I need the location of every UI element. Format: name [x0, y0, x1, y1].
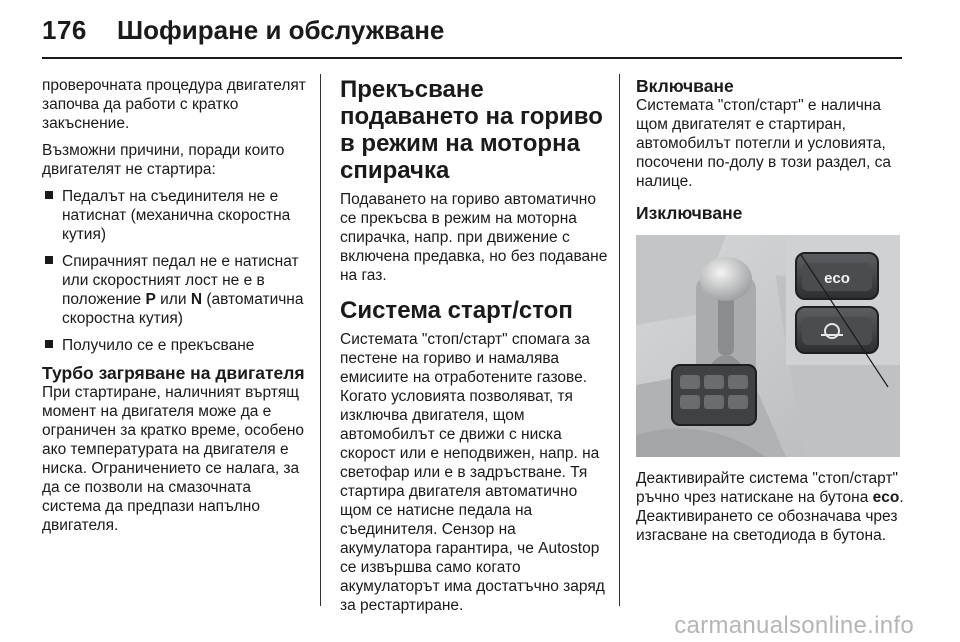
disable-paragraph	[636, 469, 906, 545]
eco-button-illustration	[636, 235, 900, 457]
disable-heading: Изключване	[636, 203, 743, 223]
list-item-text: Получило се е прекъсване	[62, 337, 255, 354]
gear-p-label: P	[145, 291, 156, 308]
column-left	[42, 76, 314, 543]
column-right	[636, 76, 906, 553]
reasons-list	[42, 187, 314, 355]
center-console-illustration	[636, 235, 900, 457]
bullet-square-icon	[45, 191, 53, 199]
column-middle	[340, 76, 608, 623]
bullet-square-icon	[45, 340, 53, 348]
stop-start-heading: Система старт/стоп	[340, 297, 573, 324]
stop-start-paragraph: Системата "стоп/старт" спомага за пестене на гориво и намалява емисиите на отработените газове. Когато условията позволяват, тя изключва двигателя, щом автомобилът се движи с ниска скорост или е неподвижен, напр. на светофар или е в задръстване. Тя стартира двигателя автоматично щом се натисне педала на съединителя. Сензор на акумулатора гарантира, че Autostop се извършва само когато акумулаторът има достатъчно заряд за рестартиране.	[340, 331, 605, 614]
list-item-text: Спирачният педал не е натиснат или скоростният лост не е в положение	[62, 253, 299, 308]
fuel-cut-paragraph: Подаването на гориво автоматично се прекъсва в режим на моторна спирачка, напр. при движение с включена предавка, но без подаване на газ.	[340, 191, 608, 284]
turbo-heading: Турбо загряване на двигателя	[42, 363, 305, 383]
eco-key-label: eco	[872, 489, 900, 506]
list-item	[42, 336, 314, 355]
column-divider-2	[619, 74, 620, 606]
enable-heading: Включване	[636, 76, 734, 96]
column-divider-1	[320, 74, 321, 606]
enable-paragraph: Системата "стоп/старт" е налична щом двигателят е стартиран, автомобилът потегли и условията, посочени по-долу в този раздел, са налице.	[636, 97, 892, 190]
intro-paragraph-1: проверочната процедура двигателят започва да работи с кратко закъснение.	[42, 77, 306, 132]
list-item-text: (автоматична скоростна кутия)	[62, 291, 304, 327]
page-header	[42, 12, 902, 60]
list-item-text: или	[155, 291, 191, 308]
eco-button-label: eco	[824, 270, 850, 287]
disable-text-pre: Деактивирайте система "стоп/старт" ръчно чрез натискане на бутона	[636, 470, 899, 506]
disable-text-post: . Деактивирането се обозначава чрез изгасване на светодиода в бутона.	[636, 489, 904, 544]
gear-n-label: N	[190, 291, 203, 308]
list-item-text: Педалът на съединителя не е натиснат (механична скоростна кутия)	[62, 188, 291, 243]
bullet-square-icon	[45, 256, 53, 264]
fuel-cut-heading: Прекъсване подаването на гориво в режим на моторна спирачка	[340, 76, 603, 184]
list-item	[42, 187, 314, 244]
header-rule	[42, 57, 902, 59]
watermark: carmanualsonline.info	[674, 612, 914, 639]
list-item	[42, 252, 314, 328]
turbo-paragraph: При стартиране, наличният въртящ момент на двигателя може да е ограничен за кратко време, особено ако температурата на двигателя е ниска. Ограничението се налага, за да се позволи на смазочната система да предпази напълно двигателя.	[42, 384, 305, 534]
chapter-title: Шофиране и обслужване	[117, 15, 445, 45]
page-number: 176	[42, 15, 87, 45]
intro-paragraph-2: Възможни причини, поради които двигателят не стартира:	[42, 142, 285, 178]
